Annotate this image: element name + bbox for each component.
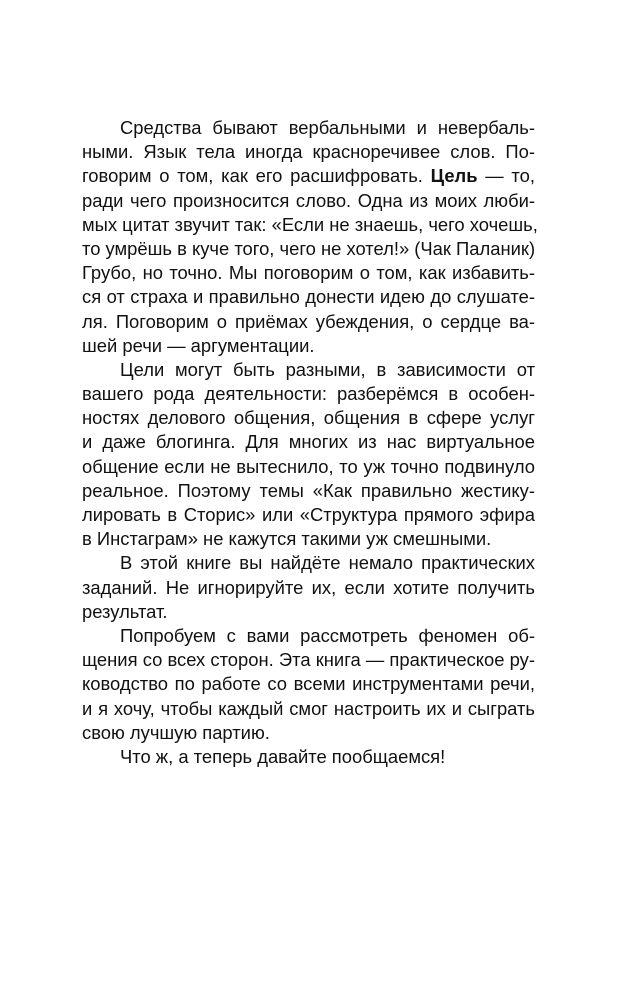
p1-line-9: ля. Поговорим о приёмах убеждения, о сердце ва- [82, 310, 535, 332]
p1-line-3-start: говорим о том, как его расшифровать. [82, 165, 431, 187]
p2-line-2: вашего рода деятельности: разберёмся в особен- [82, 383, 535, 405]
bold-term: Цель [430, 165, 478, 187]
p4-line-1: Попробуем с вами рассмотреть феномен об- [120, 624, 535, 646]
p2-line-3: ностях делового общения, общения в сфере услуг [82, 407, 535, 429]
p1-line-2: ными. Язык тела иногда красноречивее слов. По- [82, 141, 535, 163]
p4-line-4: и я хочу, чтобы каждый смог настроить их и сыграть [82, 697, 535, 719]
p1-line-10: шей речи — аргументации. [82, 334, 315, 356]
p3-line-1: В этой книге вы найдёте немало практических [120, 552, 535, 574]
p1-line-1: Средства бывают вербальными и невербаль- [120, 117, 535, 138]
p3-line-2: заданий. Не игнорируйте их, если хотите получить [82, 576, 535, 598]
p2-line-5: общение если не вытеснило, то уж точно подвинуло [82, 455, 535, 477]
p4-line-3: ководство по работе со всеми инструментами речи, [82, 673, 535, 695]
p3-line-3: результат. [82, 600, 168, 622]
p2-line-8: в Инстаграм» не кажутся такими уж смешными. [82, 528, 492, 550]
p1-line-8: ся от страха и правильно донести идею до слушате- [82, 286, 535, 308]
p1-line-3-end: — то, [477, 165, 535, 187]
p1-line-7: Грубо, но точно. Мы поговорим о том, как избавить- [82, 262, 535, 284]
p2-line-1: Цели могут быть разными, в зависимости от [120, 358, 535, 380]
p4-line-2: щения со всех сторон. Эта книга — практическое ру- [82, 649, 535, 671]
p1-line-4: ради чего произносится слово. Одна из моих люби- [82, 189, 535, 211]
body-text [82, 116, 538, 769]
p5-line-1: Что ж, а теперь давайте пообщаемся! [120, 745, 446, 767]
p2-line-7: лировать в Сторис» или «Структура прямого эфира [82, 504, 535, 525]
p1-line-6: то умрёшь в куче того, чего не хотел!» (Чак Паланик) [82, 237, 536, 259]
p2-line-6: реальное. Поэтому темы «Как правильно жестику- [82, 479, 535, 501]
p2-line-4: и даже блогинга. Для многих из нас виртуальное [82, 431, 535, 453]
p1-line-3 [82, 164, 535, 188]
p1-line-5: мых цитат звучит так: «Если не знаешь, чего хочешь, [82, 213, 538, 235]
p4-line-5: свою лучшую партию. [82, 721, 270, 743]
